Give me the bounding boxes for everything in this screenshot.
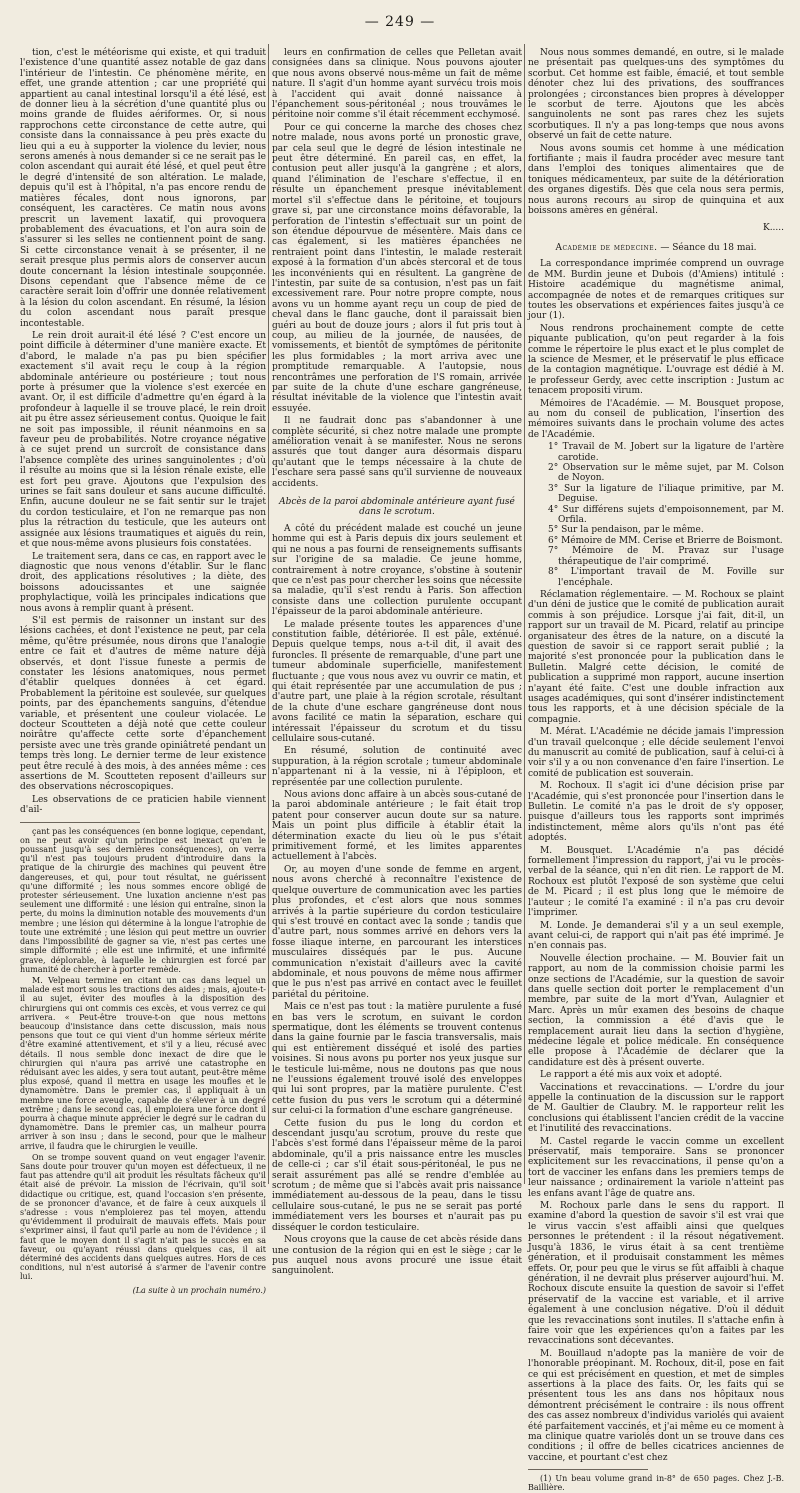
paragraph: Vaccinations et revaccinations. — L'ordre du jour appelle la continuation de la discussion sur le rapport de M. Gaultier de Claubry. M. le rapporteur relit les conclusions qui établissent l'ancien crédit de la vaccine et l'inutilité des revaccinations. — [528, 1082, 784, 1135]
paragraph: M. Castel regarde le vaccin comme un excellent préservatif, mais temporaire. Sans se prononcer explicitement sur les revaccinations, il pense qu'on a tort de vacciner les enfans dans les premiers temps de leur naissance ; ordinairement la variole n'atteint pas les enfans avant l'âge de quatre ans. — [528, 1136, 784, 1199]
section-title-name: Académie de médecine. — [555, 242, 658, 253]
page-number: — 249 — — [364, 14, 436, 30]
paragraph: Il ne faudrait donc pas s'abandonner à une complète sécurité, si chez notre malade une prompte amélioration venait à se manifester. Nous ne serons assurés que tout danger aura désormais disparu qu'autant que le temps nécessaire à la chute de l'eschare sera passé sans qu'il survienne de nouveaux accidents. — [272, 416, 522, 489]
column-right — [528, 48, 784, 1493]
paragraph: Nous rendrons prochainement compte de cette piquante publication, qu'on peut regarder à la fois comme le répertoire le plus exact et le plus complet de la science de Mesmer, et le préservatif le plus efficace de la contagion magnétique. L'ouvrage est dédié à M. le professeur Gerdy, avec cette inscription : Justum ac tenacem propositi virum. — [528, 323, 784, 397]
paragraph: M. Bouillaud n'adopte pas la manière de voir de l'honorable préopinant. M. Rochoux, dit-il, pose en fait ce qui est précisément en question, et met de simples assertions à la place des faits. Or, les faits qui se présentent tous les ans dans nos hôpitaux nous démontrent précisément le contraire : ils nous offrent des cas assez nombreux d'individus variolés qui avaient été parfaitement vaccinés, et j'ai même eu ce moment à ma clinique quatre variolés dont un se trouve dans ces conditions ; il offre de belles cicatrices anciennes de vaccine, et pourtant c'est chez — [528, 1348, 784, 1463]
paragraph: leurs en confirmation de celles que Pelletan avait consignées dans sa clinique. Nous pouvons ajouter que nous avons observé nous-même un fait de même nature. Il s'agit d'un homme ayant survécu trois mois à l'accident qui avait donné naissance à l'épanchement sous-péritonéal ; nous trouvâmes le péritoine noir comme s'il était récemment ecchymosé. — [272, 48, 522, 121]
article-heading: Abcès de la paroi abdominale antérieure ayant fusé dans le scrotum. — [279, 497, 515, 518]
continuation-note: (La suite à un prochain numéro.) — [132, 1285, 266, 1295]
list-item: 8° L'important travail de M. Foville sur l'encéphale. — [548, 567, 784, 588]
list-item: 3° Sur la ligature de l'iliaque primitive, par M. Deguise. — [548, 483, 784, 505]
paragraph: M. Rochoux. Il s'agit ici d'une décision prise par l'Académie, qui s'est prononcée pour l'insertion dans le Bulletin. Le comité n'a pas le droit de s'y opposer, puisque d'ailleurs tous les rapports sont imprimés indistinctement, même alors qu'ils n'ont pas été adoptés. — [528, 781, 784, 844]
list-item: 1° Travail de M. Jobert sur la ligature de l'artère carotide. — [548, 442, 784, 463]
paragraph: Nous croyons que la cause de cet abcès réside dans une contusion de la région qui en est le siège ; car le pus auquel nous avons procuré une issue était sanguinolent. — [272, 1235, 522, 1277]
memoir-list — [548, 442, 784, 588]
paragraph: Nous nous sommes demandé, en outre, si le malade ne présentait pas quelques-uns des symptômes du scorbut. Cet homme est faible, émacié, et tout semble dénoter chez lui des privations, des souffrances prolongées ; circonstances bien propres à développer le scorbut de terre. Ajoutons que les abcès sanguinolents ne sont pas rares chez les sujets scorbutiques. Il n'y a pas long-temps que nous avons observé un fait de cette nature. — [528, 48, 784, 142]
paragraph: Nous avons soumis cet homme à une médication fortifiante ; mais il faudra procéder avec mesure tant dans l'emploi des toniques alimentaires que de toniques médicamenteux, par suite de la détérioration des organes digestifs. Dès que cela nous sera permis, nous aurons recours au sirop de quinquina et aux boissons amères en général. — [528, 143, 784, 217]
column-divider — [524, 44, 525, 1184]
paragraph: Les observations de ce praticien habile viennent d'ail- — [20, 794, 266, 816]
section-title — [528, 243, 784, 253]
footnote: (1) Un beau volume grand in-8° de 650 pages. Chez J.-B. Baillière. — [528, 1474, 784, 1493]
paragraph: M. Rochoux parle dans le sens du rapport. Il examine d'abord la question de savoir s'il est vrai que le virus vaccin s'est affaibli ainsi que quelques personnes le prétendent : il la résout négativement. Jusqu'à 1836, le virus était à sa cent trentième génération, et il produisait constamment les mêmes effets. Or, pour peu que le virus se fût affaibli à chaque génération, il ne devrait plus préserver aujourd'hui. M. Rochoux discute ensuite la question de savoir si l'effet préservatif de la vaccine est variable, et il arrive également à une conclusion négative. D'où il déduit que les revaccinations sont inutiles. Il s'attache enfin à faire voir que les expériences qu'on a faites par les revaccinations sont décevantes. — [528, 1201, 784, 1347]
column-left — [20, 48, 266, 1295]
paragraph: Mémoires de l'Académie. — M. Bousquet propose, au nom du conseil de publication, l'insertion des mémoires suivants dans le prochain volume des actes de l'Académie. — [528, 398, 784, 440]
column-divider — [268, 44, 269, 1184]
list-item: 5° Sur la pendaison, par le même. — [548, 525, 704, 536]
section-title-date: — Séance du 18 mai. — [657, 242, 757, 253]
paragraph: Cette fusion du pus le long du cordon et descendant jusqu'au scrotum, prouve du reste que l'abcès s'est formé dans l'épaisseur même de la paroi abdominale, qu'il a pris naissance entre les muscles de celle-ci ; car s'il était sous-péritonéal, le pus ne serait assurément pas allé se rendre d'emblée au scrotum ; de même que si l'abcès avait pris naissance immédiatement au-dessous de la peau, dans le tissu cellulaire sous-cutané, le pus ne se serait pas porté immédiatement vers les bourses et n'aurait pas pu disséquer le cordon testiculaire. — [272, 1118, 522, 1233]
paragraph: Nous avions donc affaire à un abcès sous-cutané de la paroi abdominale antérieure ; le fait était trop patent pour conserver aucun doute sur sa nature. Mais un point plus difficile à établir était la détermination exacte du lieu où le pus s'était primitivement formé, et les limites apparentes actuellement à l'abcès. — [272, 790, 522, 863]
footnote — [20, 827, 266, 1295]
paragraph: Le rein droit aurait-il été lésé ? C'est encore un point difficile à déterminer d'une manière exacte. Et d'abord, le malade n'a pas pu bien spécifier exactement s'il avait reçu le coup à la région abdominale antérieure ou postérieure ; tout nous porte à présumer que la violence s'est exercée en avant. Or, il est difficile d'admettre qu'en égard à la profondeur à laquelle il se trouve placé, le rein droit ait pu être assez sérieusement contus. Quoique le fait ne soit pas impossible, il réunit néanmoins en sa faveur peu de probabilités. Notre croyance négative à ce sujet prend un surcroît de consistance dans l'absence complète des urines sanguinolentes ; d'où il résulte au moins que si la lésion rénale existe, elle est fort peu grave. Ajoutons que l'expulsion des urines se fait sans douleur et sans aucune difficulté. Enfin, aucune douleur ne se fait sentir sur le trajet du cordon testiculaire, et l'on ne remarque pas non plus la rétraction du testicule, que les auteurs ont assignée aux lésions traumatiques et aiguës du rein, et que nous-même avons plusieurs fois constatées. — [20, 330, 266, 550]
list-item: 2° Observation sur le même sujet, par M. Colson de Noyon. — [548, 463, 784, 484]
paragraph: Réclamation réglementaire. — M. Rochoux se plaint d'un déni de justice que le comité de publication aurait commis à son préjudice. Lorsque j'ai fait, dit-il, un rapport sur un travail de M. Picard, relatif au principe organisateur des êtres de la nature, on a discuté la question de savoir si ce rapport serait publié ; la majorité s'est prononcée pour la publication dans le Bulletin. Malgré cette décision, le comité de publication a supprimé mon rapport, aucune insertion n'ayant été faite. C'est une double infraction aux usages académiques, qui sont d'insérer indistinctement tous les rapports, et à une décision spéciale de la compagnie. — [528, 589, 784, 725]
footnote-paragraph: On se trompe souvent quand on veut engager l'avenir. Sans doute pour trouver qu'un moyen est défectueux, il ne faut pas attendre qu'il ait produit les résultats fâcheux qu'il était aisé de prévoir. La mission de l'écrivain, qu'il soit didactique ou critique, est, quand l'occasion s'en présente, de se prononcer d'avance, et de faire à ceux auxquels il s'adresse : vous n'emploierez pas tel moyen, attendu qu'évidemment il produirait de mauvais effets. Mais pour s'exprimer ainsi, il faut qu'il parle au nom de l'évidence ; il faut que le moyen dont il s'agit n'ait pas le succès en sa faveur, ou qu'ayant réussi dans quelques cas, il ait déterminé des accidents dans quelques autres. Hors de ces conditions, nul n'est autorisé à s'armer de l'avenir contre lui. — [20, 1152, 266, 1282]
paragraph: Mais ce n'est pas tout : la matière purulente a fusé en bas vers le scrotum, en suivant le cordon spermatique, dont les éléments se trouvent contenus dans la gaine fournie par le fascia transversalis, mais qui est entièrement disséqué et isolé des parties voisines. Si nous avons pu porter nos yeux jusque sur le testicule lui-même, nous ne doutons pas que nous ne l'eussions également trouvé isolé des enveloppes qui lui sont propres, par la matière purulente. C'est cette fusion du pus vers le scrotum qui a déterminé sur celui-ci la formation d'une eschare gangréneuse. — [272, 1002, 522, 1117]
column-middle — [272, 48, 522, 1277]
footnote-paragraph: M. Velpeau termine en citant un cas dans lequel un malade est mort sous les tractions des aides ; mais, ajoute-t-il au sujet, éviter des moufles à la disposition des chirurgiens qui ont commis ces excès, et vous verrez ce qui arrivera. « Peut-être trouve-t-on que nous mettons beaucoup d'insistance dans cette discussion, mais nous pensons que tout ce qui vient d'un homme sérieux mérite d'être examiné attentivement, et s'il y a lieu, récusé avec détails. Il nous semble donc inexact de dire que le chirurgien qui n'aura pas arrivé une catastrophe en réduisant avec les aides, y sera tout autant, peut-être même plus exposé, quand il mettra en usage les moufles et le dynamomètre. Dans le premier cas, il appliquait à un membre une force aveugle, capable de s'élever à un degré extrême ; dans le second cas, il emploiera une force dont il pourra à chaque minute apprécier le degré sur le cadran du dynamomètre. Dans le premier cas, un malheur pourra arriver à son insu ; dans le second, pour que le malheur arrive, il faudra que le chirurgien le veuille. — [20, 975, 266, 1151]
paragraph: En résumé, solution de continuité avec suppuration, à la région scrotale ; tumeur abdominale n'appartenant ni à la vessie, ni à l'épiploon, et représentée par une collection purulente. — [272, 746, 522, 788]
paragraph: S'il est permis de raisonner un instant sur des lésions cachées, et dont l'existence ne peut, par cela même, qu'être présumée, nous dirons que l'analogie entre ce fait et d'autres de même nature déjà observés, et dont l'issue funeste a permis de constater les lésions anatomiques, nous permet d'établir quelques données à cet égard. Probablement la péritoine est soulevée, sur quelques points, par des épanchements sanguins, d'étendue variable, et présentent une couleur violacée. Le docteur Scoutteten a déjà noté que cette couleur noirâtre qu'affecte cette sorte d'épanchement persiste avec une très grande opiniâtreté pendant un temps très long. Le dernier terme de leur existence peut être reculé à des mois, à des années même : ces assertions de M. Scoutteten reposent d'ailleurs sur des observations nécroscopiques. — [20, 615, 266, 793]
paragraph: La correspondance imprimée comprend un ouvrage de MM. Burdin jeune et Dubois (d'Amiens) intitulé : Histoire académique du magnétisme animal, accompagnée de notes et de remarques critiques sur toutes les observations et expériences faites jusqu'à ce jour (1). — [528, 259, 784, 322]
list-item: 4° Sur différens sujets d'empoisonnement, par M. Orfila. — [548, 504, 784, 526]
paragraph: Or, au moyen d'une sonde de femme en argent, nous avons cherché à reconnaître l'existence de quelque ouverture de communication avec les parties plus profondes, et c'est alors que nous sommes arrivés à la partie supérieure du cordon testiculaire qui s'est trouvé en contact avec la sonde ; tandis que d'autre part, nous sommes arrivé en dehors vers la fosse iliaque interne, en parcourant les interstices musculaires disséqués par le pus. Aucune communication n'existait d'ailleurs avec la cavité abdominale, et nous pouvons de même nous affirmer que le pus n'est pas arrivé en contact avec le feuillet pariétal du péritoine. — [272, 864, 522, 1000]
footnote-separator — [528, 1469, 648, 1470]
signature: K..... — [762, 222, 784, 233]
paragraph: tion, c'est le météorisme qui existe, et qui traduit l'existence d'une quantité assez notable de gaz dans l'intérieur de l'intestin. Ce phénomène mérite, en effet, une grande attention ; car une propriété qui appartient au canal intestinal lorsqu'il a été lésé, est de donner lieu à la sécrétion d'une quantité plus ou moins grande de fluides aériformes. Or, si nous rapprochons cette circonstance de cette autre, qui consiste dans la connaissance à peu près exacte du lieu qui a eu à supporter la violence du levier, nous serons amenés à nous demander si ce ne serait pas le colon ascendant qui aurait été lésé, et quel peut être le degré d'intensité de son altération. Le malade, depuis qu'il est à l'hôpital, n'a pas encore rendu de matières fécales, dont nous ignorons, par conséquent, les caractères. Ce matin nous avons prescrit un lavement laxatif, qui provoquera probablement des évacuations, et l'on aura soin de s'assurer si les selles ne contiennent point de sang. Si cette circonstance venait à se présenter, il ne serait presque plus permis alors de conserver aucun doute concernant la lésion intestinale soupçonnée. Disons cependant que l'absence même de ce caractère serait loin d'offrir une donnée relativement à la lésion du colon ascendant. En résumé, la lésion du colon ascendant nous paraît presque incontestable. — [20, 48, 266, 329]
paragraph: M. Mérat. L'Académie ne décide jamais l'impression d'un travail quelconque ; elle décide seulement l'envoi du manuscrit au comité de publication, sauf à celui-ci à voir s'il y a ou non convenance d'en faire l'insertion. Le comité de publication est souverain. — [528, 727, 784, 779]
list-item: 7° Mémoire de M. Pravaz sur l'usage thérapeutique de l'air comprimé. — [548, 546, 784, 567]
footnote-separator — [20, 822, 140, 823]
paragraph: Nouvelle élection prochaine. — M. Bouvier fait un rapport, au nom de la commission choisie parmi les onze sections de l'Académie, sur la question de savoir dans quelle section doit porter le remplacement d'un membre, par suite de la mort d'Yvan, Aulagnier et Marc. Après un mûr examen des besoins de chaque section, la commission a été d'avis que le remplacement aurait lieu dans la section d'hygiène, médecine légale et police médicale. En conséquence elle propose à l'Académie de déclarer que la candidature est dès à présent ouverte. — [528, 953, 784, 1068]
paragraph: Le rapport a été mis aux voix et adopté. — [540, 1070, 723, 1081]
paragraph: M. Londe. Je demanderai s'il y a un seul exemple, avant celui-ci, de rapport qui n'ait pas été imprimé. Je n'en connais pas. — [528, 920, 784, 952]
paragraph: Le malade présente toutes les apparences d'une constitution faible, détériorée. Il est pâle, exténué. Depuis quelque temps, nous a-t-il dit, il avait des furoncles. Il présente de remarquable, d'une part une tumeur abdominale superficielle, manifestement fluctuante ; que vous nous avez vu ouvrir ce matin, et qui était représentée par une accumulation de pus ; d'autre part, une plaie à la région scrotale, résultant de la chute d'une eschare gangréneuse dont nous avons facilité ce matin la séparation, eschare qui intéressait l'épaisseur du scrotum et du tissu cellulaire sous-cutané. — [272, 619, 522, 744]
paragraph: Le traitement sera, dans ce cas, en rapport avec le diagnostic que nous venons d'établir. Sur le flanc droit, des applications résolutives ; la diète, des boissons adoucissantes et une saignée prophylactique, voilà les principales indications que nous avons à remplir quant à présent. — [20, 551, 266, 614]
paragraph: M. Bousquet. L'Académie n'a pas décidé formellement l'impression du rapport, j'ai vu le procès-verbal de la séance, qui n'en dit rien. Le rapport de M. Rochoux est plutôt l'exposé de son système que celui de M. Picard ; il est plus long que le mémoire de l'auteur ; le comité l'a examiné : il n'a pas cru devoir l'imprimer. — [528, 845, 784, 919]
paragraph: Pour ce qui concerne la marche des choses chez notre malade, nous avons porté un pronostic grave, par cela seul que le degré de lésion intestinale ne peut être déterminé. En pareil cas, en effet, la contusion peut aller jusqu'à la gangrène ; et alors, quand l'élimination de l'eschare s'effectue, il en résulte un épanchement presque inévitablement mortel s'il s'effectue dans le péritoine, et toujours grave si, par une circonstance moins défavorable, la perforation de l'intestin s'effectuait sur un point de son étendue dépourvue de mésentère. Mais dans ce cas également, si les matières épanchées ne rentraient point dans l'intestin, le malade resterait exposé à la formation d'un abcès stercoral et de tous les inconvénients qui en résultent. La gangrène de l'intestin, par suite de sa contusion, n'est pas un fait excessivement rare. Pour notre propre compte, nous avons vu un homme ayant reçu un coup de pied de cheval dans le flanc gauche, dont il paraissait bien guéri au bout de douze jours ; alors il fut pris tout à coup, au milieu de la journée, de nausées, de vomissements, et bientôt de symptômes de péritonite les plus formidables ; la mort arriva avec une promptitude remarquable. A l'autopsie, nous rencontrâmes une perforation de l'S romain, arrivée par suite de la chute d'une eschare gangréneuse, résultat inévitable de la violence que l'intestin avait essuyée. — [272, 122, 522, 414]
list-item: 6° Mémoire de MM. Cerise et Brierre de Boismont. — [548, 535, 783, 546]
paragraph: A côté du précédent malade est couché un jeune homme qui est à Paris depuis dix jours seulement et qui ne nous a pas fourni de renseignements suffisants sur l'origine de sa maladie. Ce jeune homme, contrairement à notre croyance, s'obstine à soutenir que ce n'est pas pour chercher les soins que nécessite sa maladie, qu'il s'est rendu à Paris. Son affection consiste dans une collection purulente occupant l'épaisseur de la paroi abdominale antérieure. — [272, 523, 522, 618]
footnote-paragraph: çant pas les conséquences (en bonne logique, cependant, on ne peut avoir qu'un principe est inexact qu'en le poussant jusqu'à ses dernières conséquences), on verra qu'il n'est pas toujours prudent d'introduire dans la pratique de la chirurgie des machines qui peuvent être dangereuses, et qui, pour tout résultat, ne guérissent qu'une difformité ; les nous sommes encore obligé de protester sérieusement. Une luxation ancienne n'est pas seulement une difformité : une lésion qui entraîne, sinon la perte, du moins la diminution notable des mouvements d'un membre ; une lésion qui détermine à la longue l'atrophie de toute une extrémité ; une lésion qui peut mettre un ouvrier dans l'impossibilité de gagner sa vie, n'est pas certes une simple difformité ; elle est une infirmité, et une infirmité grave, déplorable, à laquelle le chirurgien est forcé par humanité de chercher à porter remède. — [20, 826, 266, 974]
